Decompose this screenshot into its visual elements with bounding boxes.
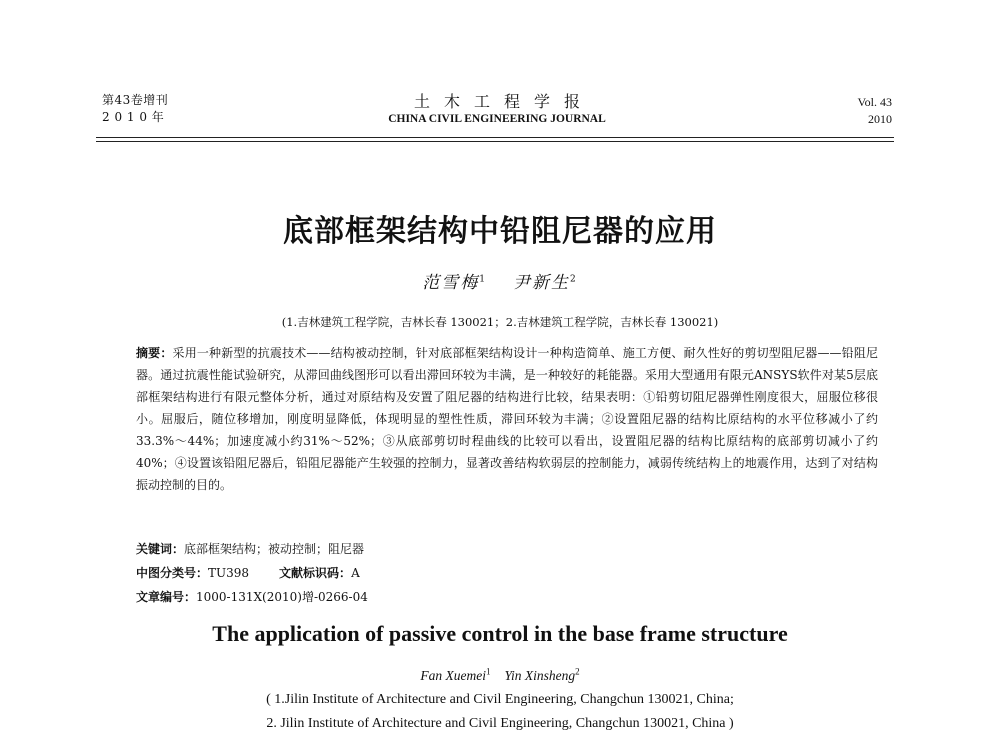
keywords-value: 底部框架结构；被动控制；阻尼器 [184,542,365,556]
keywords-label: 关键词： [136,542,185,556]
header-rule-top [96,137,894,138]
affiliation-cn: (1.吉林建筑工程学院，吉林长春 130021；2.吉林建筑工程学院，吉林长春 130021) [281,315,719,329]
clc-label: 中图分类号： [136,566,209,580]
header-rule-bottom [96,141,894,142]
keywords-line [136,538,364,560]
year-en: 2010 [868,112,892,126]
author-2-en-sup: 2 [575,666,580,677]
author-2-en: Yin Xinsheng [504,668,576,683]
article-number-line [136,586,368,608]
author-1-en-sup: 1 [485,666,491,677]
volume-en: Vol. 43 [857,95,892,109]
authors-en [0,668,1000,684]
journal-header [102,92,892,132]
abstract-cn [136,342,878,496]
abstract-text: 采用一种新型的抗震技术——结构被动控制，针对底部框架结构设计一种构造简单、施工方便、耐久性好的剪切型阻尼器——铅阻尼器。通过抗震性能试验研究，从滞回曲线图形可以看出滞回环较为丰满，是一种较好的耗能器。采用大型通用有限元ANSYS软件对某5层底部框架结构进行有限元整体分析，通过对原结构及安置了阻尼器的结构进行比较，结果表明：①铅剪切阻尼器弹性刚度很大，屈服位移很小。屈服后，随位移增加，刚度明显降低，体现明显的塑性性质，滞回环较为丰满；②设置阻尼器的结构比原结构的水平位移减小了约33.3%～44%；加速度减小约31%～52%；③从底部剪切时程曲线的比较可以看出，设置阻尼器的结构比原结构的底部剪切减小了约40%；④设置该铅阻尼器后，铅阻尼器能产生较强的控制力，显著改善结构软弱层的控制能力，减弱传统结构上的地震作用，达到了对结构振动控制的目的。 [136,346,878,492]
author-1-sup: 1 [479,274,487,285]
affiliation-en-1: ( 1.Jilin Institute of Architecture and Civil Engineering, Changchun 130021, China; [266,692,734,707]
article-no-label: 文章编号： [136,590,197,604]
paper-title-cn: 底部框架结构中铅阻尼器的应用 [283,214,717,249]
article-no-value: 1000-131X(2010)增-0266-04 [196,590,368,604]
author-1-en: Fan Xuemei [420,668,486,683]
volume-cn: 第43卷增刊 [102,93,169,107]
affiliation-en-2: 2. Jilin Institute of Architecture and Civil Engineering, Changchun 130021, China ) [266,716,734,731]
author-1-cn: 范雪梅 [422,273,480,293]
volume-info-en [858,94,892,128]
abstract-label: 摘要： [136,346,173,360]
clc-value: TU398 [208,566,250,580]
classification-line [136,562,360,584]
author-2-sup: 2 [570,274,578,285]
doc-code-value: A [351,566,360,580]
journal-name-en: CHINA CIVIL ENGINEERING JOURNAL [388,113,606,125]
doc-code-label: 文献标识码： [279,566,352,580]
journal-name-cn: 土木工程学报 [413,92,594,111]
journal-title [102,92,892,127]
year-cn: 2 0 1 0 年 [102,110,165,124]
author-2-cn: 尹新生 [513,273,570,293]
authors-cn [0,268,1000,293]
paper-title-en: The application of passive control in the base frame structure [212,621,788,646]
